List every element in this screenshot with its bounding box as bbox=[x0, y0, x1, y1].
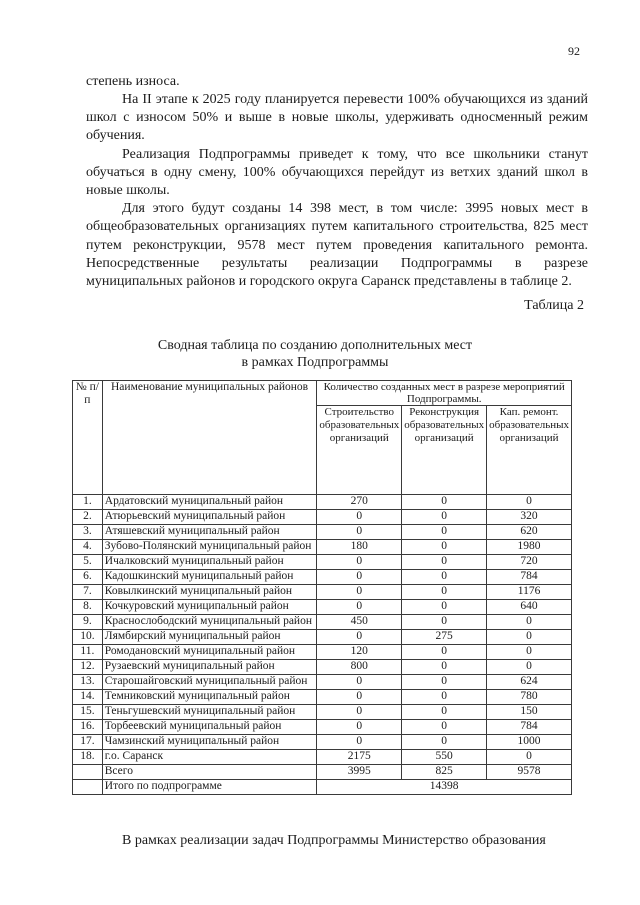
row-reconstruction: 0 bbox=[402, 615, 487, 630]
row-num: 5. bbox=[73, 555, 103, 570]
row-num: 12. bbox=[73, 660, 103, 675]
grand-total-label: Итого по подпрограмме bbox=[102, 780, 317, 795]
row-name: Рузаевский муниципальный район bbox=[102, 660, 317, 675]
table-title-line2: в рамках Подпрограммы bbox=[241, 355, 389, 370]
table-row bbox=[73, 600, 572, 615]
row-construction: 0 bbox=[317, 720, 402, 735]
row-name: г.о. Саранск bbox=[102, 750, 317, 765]
table-title-line1: Сводная таблица по созданию дополнительных мест bbox=[157, 338, 473, 353]
total-row bbox=[73, 765, 572, 780]
row-repair: 150 bbox=[487, 705, 572, 720]
row-repair: 0 bbox=[487, 645, 572, 660]
table-row bbox=[73, 660, 572, 675]
row-construction: 2175 bbox=[317, 750, 402, 765]
row-num: 4. bbox=[73, 540, 103, 555]
table-row bbox=[73, 585, 572, 600]
row-reconstruction: 0 bbox=[402, 555, 487, 570]
row-name: Лямбирский муниципальный район bbox=[102, 630, 317, 645]
header-group: Количество созданных мест в разрезе мероприятий Подпрограммы. bbox=[317, 381, 572, 406]
row-num: 7. bbox=[73, 585, 103, 600]
row-reconstruction: 0 bbox=[402, 735, 487, 750]
row-reconstruction: 0 bbox=[402, 705, 487, 720]
table-header-row bbox=[73, 381, 572, 406]
row-reconstruction: 0 bbox=[402, 495, 487, 510]
row-num: 18. bbox=[73, 750, 103, 765]
row-repair: 720 bbox=[487, 555, 572, 570]
table-row bbox=[73, 705, 572, 720]
table-row bbox=[73, 615, 572, 630]
row-construction: 120 bbox=[317, 645, 402, 660]
table-row bbox=[73, 525, 572, 540]
row-num: 17. bbox=[73, 735, 103, 750]
row-construction: 0 bbox=[317, 585, 402, 600]
row-repair: 1000 bbox=[487, 735, 572, 750]
row-num: 10. bbox=[73, 630, 103, 645]
row-construction: 0 bbox=[317, 705, 402, 720]
row-name: Ичалковский муниципальный район bbox=[102, 555, 317, 570]
row-name: Ковылкинский муниципальный район bbox=[102, 585, 317, 600]
grand-total-num bbox=[73, 780, 103, 795]
row-construction: 0 bbox=[317, 675, 402, 690]
paragraph-2-text: Реализация Подпрограммы приведет к тому, что все школьники станут обучаться в одну смену, 100% обучающихся перейдут из ветхих зданий школ в новые школы. bbox=[86, 146, 588, 199]
row-repair: 1980 bbox=[487, 540, 572, 555]
header-col3: Кап. ремонт. образовательных организаций bbox=[487, 406, 572, 495]
row-reconstruction: 550 bbox=[402, 750, 487, 765]
row-construction: 0 bbox=[317, 690, 402, 705]
row-num: 13. bbox=[73, 675, 103, 690]
row-construction: 0 bbox=[317, 570, 402, 585]
table-row bbox=[73, 720, 572, 735]
row-repair: 320 bbox=[487, 510, 572, 525]
paragraph-0: степень износа. bbox=[86, 74, 180, 89]
row-reconstruction: 0 bbox=[402, 525, 487, 540]
row-construction: 0 bbox=[317, 510, 402, 525]
header-col2: Реконструкция образовательных организаций bbox=[402, 406, 487, 495]
places-table bbox=[72, 380, 572, 795]
total-num bbox=[73, 765, 103, 780]
row-reconstruction: 0 bbox=[402, 585, 487, 600]
table-row bbox=[73, 570, 572, 585]
table-row bbox=[73, 630, 572, 645]
row-reconstruction: 0 bbox=[402, 690, 487, 705]
table-row bbox=[73, 555, 572, 570]
row-num: 8. bbox=[73, 600, 103, 615]
row-repair: 784 bbox=[487, 570, 572, 585]
row-reconstruction: 0 bbox=[402, 510, 487, 525]
row-repair: 1176 bbox=[487, 585, 572, 600]
row-construction: 270 bbox=[317, 495, 402, 510]
row-name: Ромодановский муниципальный район bbox=[102, 645, 317, 660]
row-num: 6. bbox=[73, 570, 103, 585]
grand-total-row bbox=[73, 780, 572, 795]
total-label: Всего bbox=[102, 765, 317, 780]
row-repair: 0 bbox=[487, 495, 572, 510]
row-num: 9. bbox=[73, 615, 103, 630]
table-title bbox=[150, 337, 480, 371]
row-name: Чамзинский муниципальный район bbox=[102, 735, 317, 750]
row-construction: 450 bbox=[317, 615, 402, 630]
total-construction: 3995 bbox=[317, 765, 402, 780]
table-row bbox=[73, 690, 572, 705]
header-name: Наименование муниципальных районов bbox=[102, 381, 317, 495]
body-text bbox=[86, 73, 588, 91]
row-num: 3. bbox=[73, 525, 103, 540]
last-line: В рамках реализации задач Подпрограммы Министерство образования bbox=[122, 833, 546, 848]
row-num: 1. bbox=[73, 495, 103, 510]
row-name: Краснослободский муниципальный район bbox=[102, 615, 317, 630]
paragraphs bbox=[86, 91, 588, 291]
row-construction: 0 bbox=[317, 630, 402, 645]
table-row bbox=[73, 495, 572, 510]
row-name: Кадошкинский муниципальный район bbox=[102, 570, 317, 585]
row-repair: 0 bbox=[487, 750, 572, 765]
row-construction: 0 bbox=[317, 525, 402, 540]
row-reconstruction: 0 bbox=[402, 660, 487, 675]
table-label: Таблица 2 bbox=[524, 298, 584, 313]
row-construction: 0 bbox=[317, 735, 402, 750]
row-name: Ардатовский муниципальный район bbox=[102, 495, 317, 510]
header-num: № п/п bbox=[73, 381, 103, 495]
row-num: 16. bbox=[73, 720, 103, 735]
row-num: 15. bbox=[73, 705, 103, 720]
page-number: 92 bbox=[568, 44, 580, 58]
row-repair: 0 bbox=[487, 630, 572, 645]
paragraph-1-text: На II этапе к 2025 году планируется перевести 100% обучающихся из зданий школ с износом 50% и выше в новые школы, удерживать односменный режим обучения. bbox=[86, 92, 588, 144]
row-num: 11. bbox=[73, 645, 103, 660]
row-construction: 800 bbox=[317, 660, 402, 675]
row-repair: 784 bbox=[487, 720, 572, 735]
table-row bbox=[73, 510, 572, 525]
row-repair: 0 bbox=[487, 660, 572, 675]
table-row bbox=[73, 735, 572, 750]
row-repair: 624 bbox=[487, 675, 572, 690]
row-reconstruction: 0 bbox=[402, 540, 487, 555]
total-reconstruction: 825 bbox=[402, 765, 487, 780]
row-name: Теньгушевский муниципальный район bbox=[102, 705, 317, 720]
row-construction: 180 bbox=[317, 540, 402, 555]
row-name: Старошайговский муниципальный район bbox=[102, 675, 317, 690]
row-reconstruction: 0 bbox=[402, 645, 487, 660]
row-construction: 0 bbox=[317, 600, 402, 615]
row-name: Зубово-Полянский муниципальный район bbox=[102, 540, 317, 555]
table-row bbox=[73, 540, 572, 555]
row-num: 2. bbox=[73, 510, 103, 525]
row-name: Торбеевский муниципальный район bbox=[102, 720, 317, 735]
row-construction: 0 bbox=[317, 555, 402, 570]
row-repair: 640 bbox=[487, 600, 572, 615]
row-reconstruction: 0 bbox=[402, 675, 487, 690]
table-row bbox=[73, 645, 572, 660]
row-repair: 780 bbox=[487, 690, 572, 705]
row-reconstruction: 0 bbox=[402, 600, 487, 615]
row-name: Атюрьевский муниципальный район bbox=[102, 510, 317, 525]
row-repair: 620 bbox=[487, 525, 572, 540]
row-reconstruction: 0 bbox=[402, 570, 487, 585]
table-row bbox=[73, 675, 572, 690]
paragraph-3-text: Для этого будут созданы 14 398 мест, в том числе: 3995 новых мест в общеобразовательных организациях путем капитального строительства, 825 мест путем реконструкции, 9578 мест путем проведения капитального ремонта. Непосредственные результаты реализации Подпрограммы в разрезе муниципальных районов и городского округа Саранск представлены в таблице 2. bbox=[86, 201, 588, 290]
row-reconstruction: 0 bbox=[402, 720, 487, 735]
row-num: 14. bbox=[73, 690, 103, 705]
row-reconstruction: 275 bbox=[402, 630, 487, 645]
total-repair: 9578 bbox=[487, 765, 572, 780]
table-row bbox=[73, 750, 572, 765]
row-repair: 0 bbox=[487, 615, 572, 630]
header-col1: Строительство образовательных организаций bbox=[317, 406, 402, 495]
row-name: Атяшевский муниципальный район bbox=[102, 525, 317, 540]
row-name: Темниковский муниципальный район bbox=[102, 690, 317, 705]
row-name: Кочкуровский муниципальный район bbox=[102, 600, 317, 615]
grand-total-value: 14398 bbox=[317, 780, 572, 795]
